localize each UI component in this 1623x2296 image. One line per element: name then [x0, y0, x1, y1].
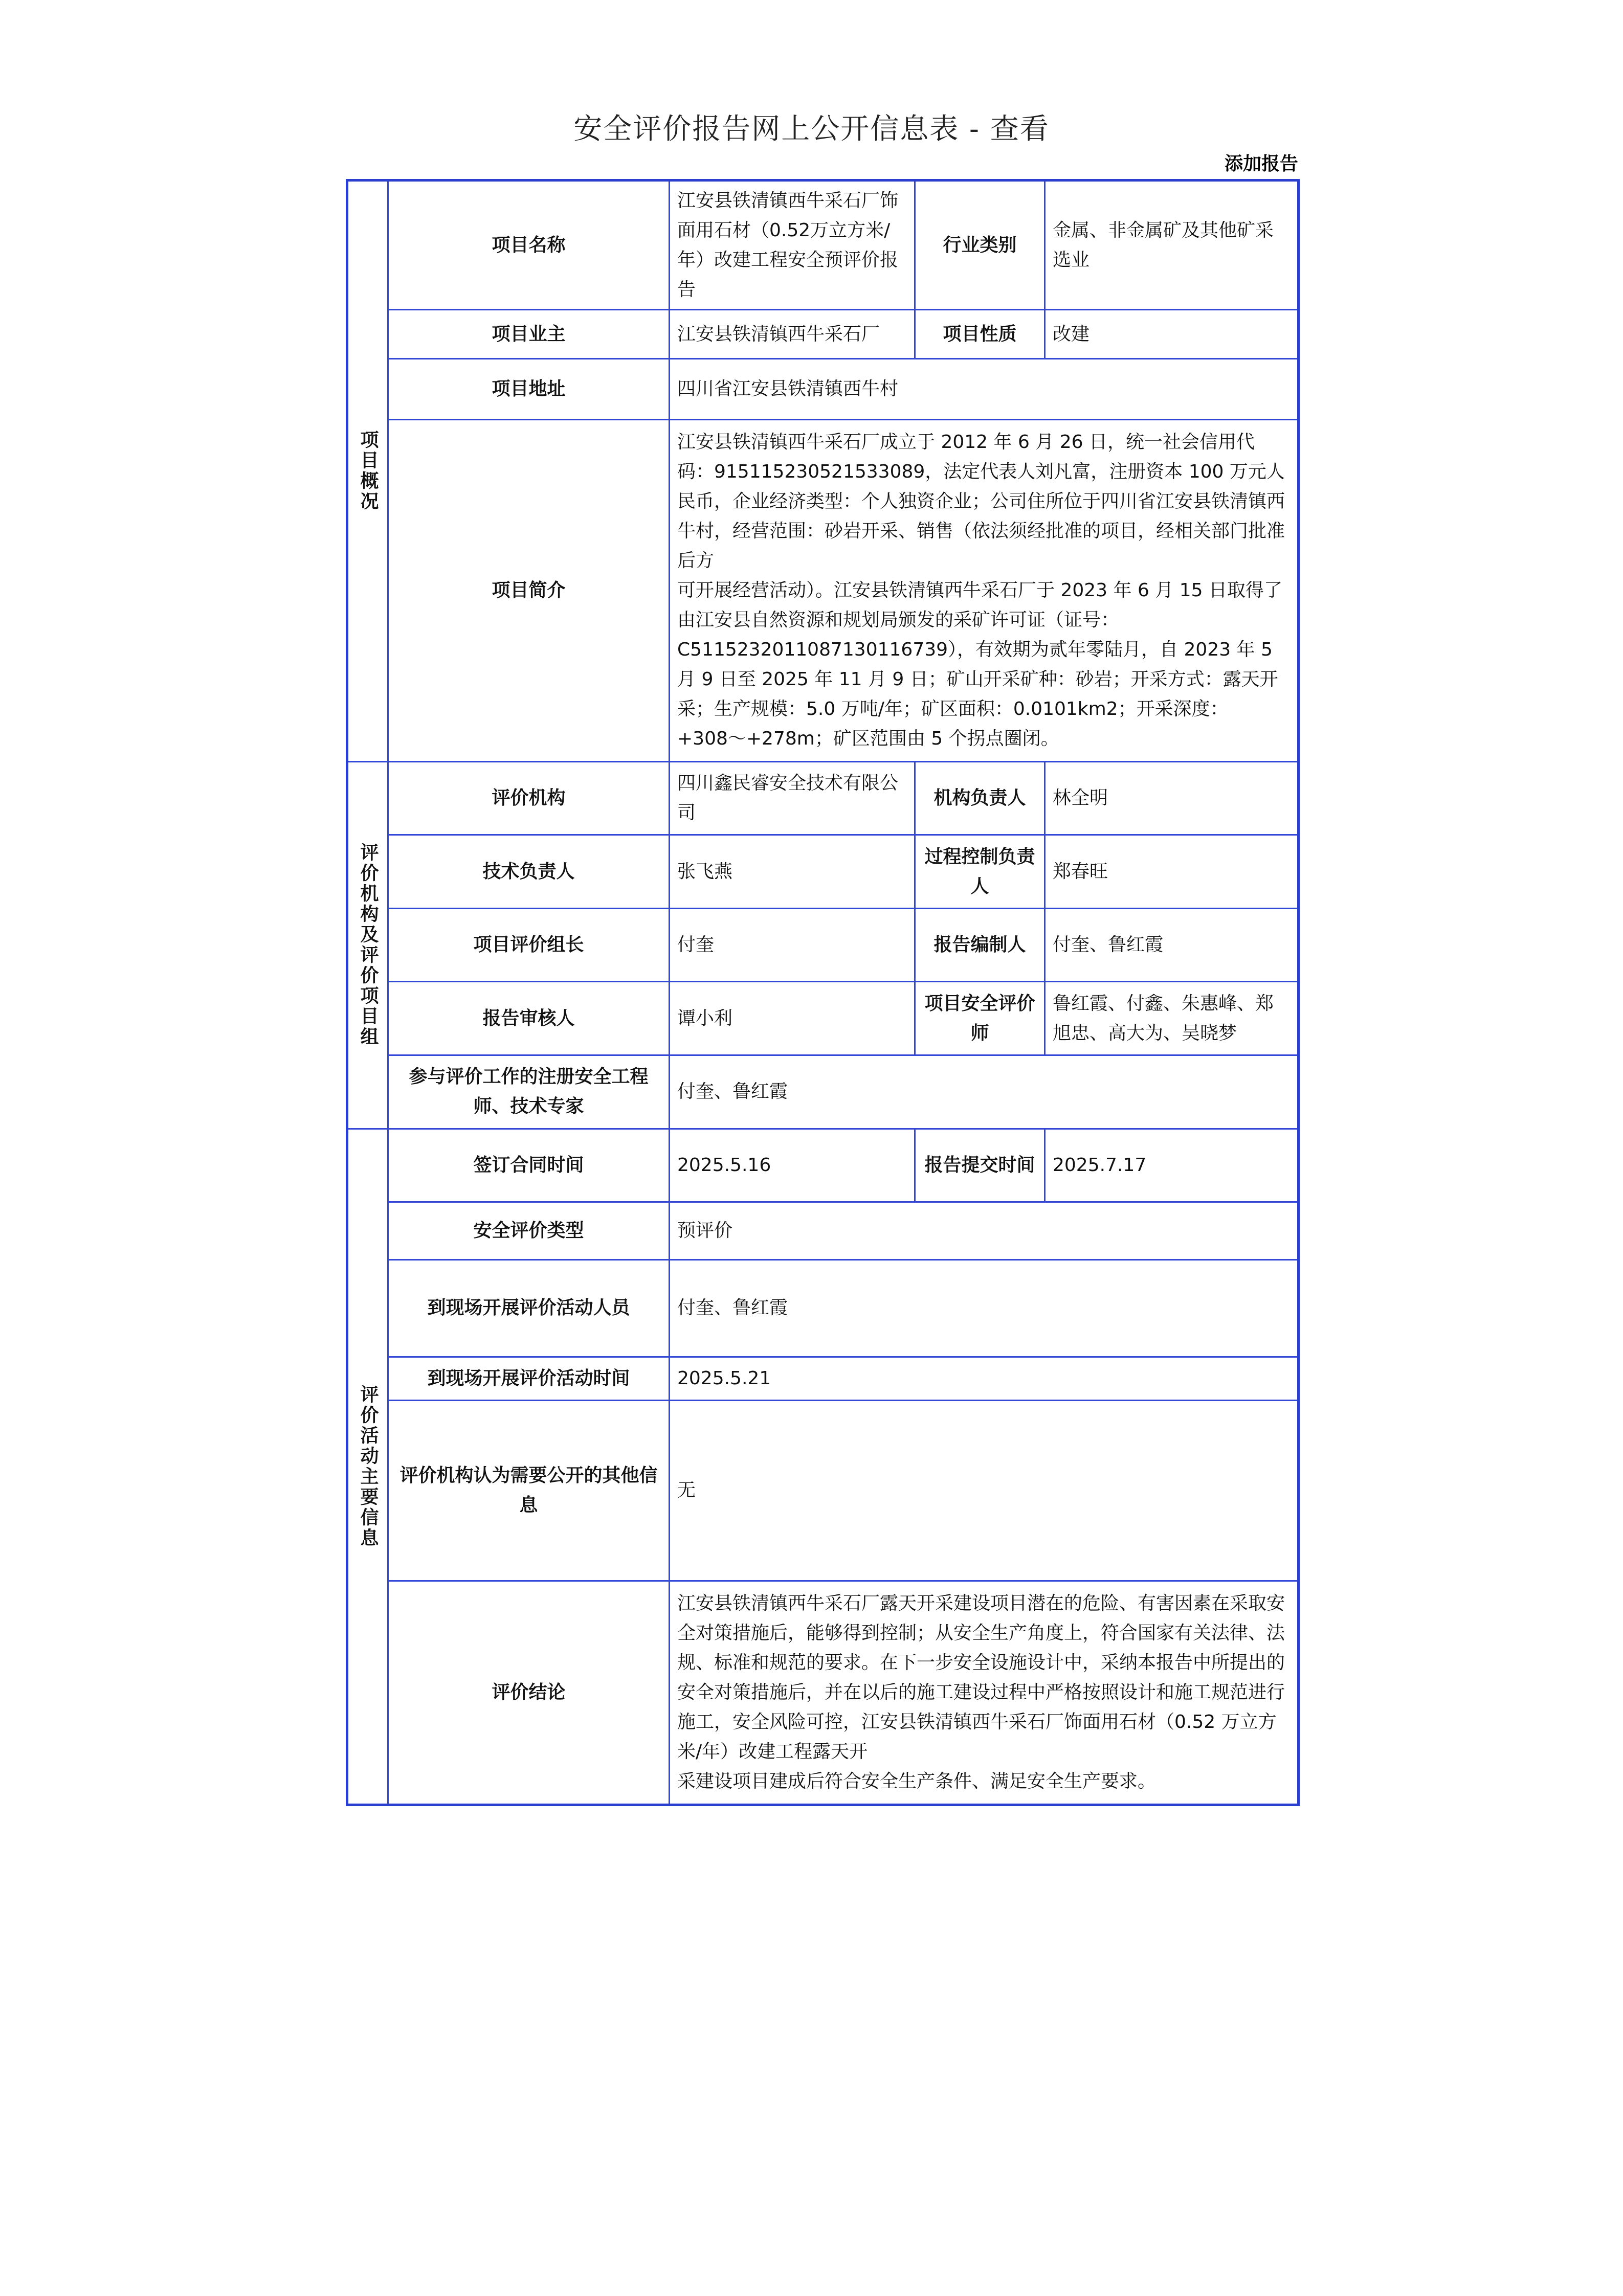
tech-head-label: 技术负责人 — [388, 835, 670, 909]
submit-time-label: 报告提交时间 — [915, 1129, 1045, 1202]
nature-label: 项目性质 — [915, 310, 1045, 359]
reviewer-label: 报告审核人 — [388, 982, 670, 1055]
submit-time-value: 2025.7.17 — [1045, 1129, 1299, 1202]
owner-label: 项目业主 — [388, 310, 670, 359]
process-head-label: 过程控制负责人 — [915, 835, 1045, 909]
address-value: 四川省江安县铁清镇西牛村 — [670, 359, 1299, 419]
add-report-link[interactable]: 添加报告 — [1224, 153, 1298, 174]
table-row — [347, 982, 1299, 1055]
table-row — [347, 1129, 1299, 1202]
reviewer-value: 谭小利 — [670, 982, 915, 1055]
table-row — [347, 1055, 1299, 1129]
assessors-value: 鲁红霞、付鑫、朱惠峰、郑旭忠、高大为、吴晓梦 — [1045, 982, 1299, 1055]
address-label: 项目地址 — [388, 359, 670, 419]
onsite-people-label: 到现场开展评价活动人员 — [388, 1259, 670, 1357]
tech-head-value: 张飞燕 — [670, 835, 915, 909]
table-row — [347, 1259, 1299, 1357]
table-row — [347, 181, 1299, 310]
table-row — [347, 1357, 1299, 1400]
industry-label: 行业类别 — [915, 181, 1045, 310]
table-row — [347, 1202, 1299, 1259]
intro-label: 项目简介 — [388, 419, 670, 761]
assessors-label: 项目安全评价师 — [915, 982, 1045, 1055]
table-row — [347, 908, 1299, 982]
table-row — [347, 1400, 1299, 1581]
agency-head-value: 林全明 — [1045, 761, 1299, 835]
contract-time-value: 2025.5.16 — [670, 1129, 915, 1202]
table-row — [347, 359, 1299, 419]
onsite-time-value: 2025.5.21 — [670, 1357, 1299, 1400]
intro-value: 江安县铁清镇西牛采石厂成立于 2012 年 6 月 26 日，统一社会信用代码：915115230521533089，法定代表人刘凡富，注册资本 100 万元人民币，企业经济类型：个人独资企业；公司住所位于四川省江安县铁清镇西牛村，经营范围：砂岩开采、销售（依法须经批准的项目，经相关部门批准后方 可开展经营活动）。江安县铁清镇西牛采石厂于 2023 年 6 月 15 日取得了由江安县自然资源和规划局颁发的采矿许可证（证号：C5115232011087130116739），有效期为贰年零陆月，自 2023 年 5 月 9 日至 2025 年 11 月 9 日；矿山开采矿种：砂岩；开采方式：露天开采；生产规模：5.0 万吨/年；矿区面积：0.0101km2；开采深度：+308〜+278m；矿区范围由 5 个拐点圈闭。 — [670, 419, 1299, 761]
agency-label: 评价机构 — [388, 761, 670, 835]
project-name-value: 江安县铁清镇西牛采石厂饰面用石材（0.52万立方米/年）改建工程安全预评价报告 — [670, 181, 915, 310]
process-head-value: 郑春旺 — [1045, 835, 1299, 909]
section-org: 评价机构及评价项目组 — [347, 761, 388, 1129]
agency-head-label: 机构负责人 — [915, 761, 1045, 835]
info-table — [346, 179, 1300, 1806]
engineers-value: 付奎、鲁红霞 — [670, 1055, 1299, 1129]
compiler-label: 报告编制人 — [915, 908, 1045, 982]
section-overview: 项目概况 — [347, 181, 388, 762]
agency-value: 四川鑫民睿安全技术有限公司 — [670, 761, 915, 835]
project-name-label: 项目名称 — [388, 181, 670, 310]
section-activity: 评价活动主要信息 — [347, 1129, 388, 1805]
contract-time-label: 签订合同时间 — [388, 1129, 670, 1202]
onsite-people-value: 付奎、鲁红霞 — [670, 1259, 1299, 1357]
table-row — [347, 1581, 1299, 1805]
nature-value: 改建 — [1045, 310, 1299, 359]
conclusion-label: 评价结论 — [388, 1581, 670, 1805]
compiler-value: 付奎、鲁红霞 — [1045, 908, 1299, 982]
table-row — [347, 419, 1299, 761]
industry-value: 金属、非金属矿及其他矿采选业 — [1045, 181, 1299, 310]
team-leader-label: 项目评价组长 — [388, 908, 670, 982]
type-label: 安全评价类型 — [388, 1202, 670, 1259]
onsite-time-label: 到现场开展评价活动时间 — [388, 1357, 670, 1400]
table-row — [347, 761, 1299, 835]
other-info-value: 无 — [670, 1400, 1299, 1581]
team-leader-value: 付奎 — [670, 908, 915, 982]
type-value: 预评价 — [670, 1202, 1299, 1259]
table-row — [347, 835, 1299, 909]
conclusion-value: 江安县铁清镇西牛采石厂露天开采建设项目潜在的危险、有害因素在采取安全对策措施后，能够得到控制；从安全生产角度上，符合国家有关法律、法规、标准和规范的要求。在下一步安全设施设计中，采纳本报告中所提出的安全对策措施后，并在以后的施工建设过程中严格按照设计和施工规范进行施工，安全风险可控，江安县铁清镇西牛采石厂饰面用石材（0.52 万立方米/年）改建工程露天开 采建设项目建成后符合安全生产条件、满足安全生产要求。 — [670, 1581, 1299, 1805]
engineers-label: 参与评价工作的注册安全工程师、技术专家 — [388, 1055, 670, 1129]
other-info-label: 评价机构认为需要公开的其他信息 — [388, 1400, 670, 1581]
table-row — [347, 310, 1299, 359]
page-title: 安全评价报告网上公开信息表 - 查看 — [573, 112, 1050, 146]
owner-value: 江安县铁清镇西牛采石厂 — [670, 310, 915, 359]
